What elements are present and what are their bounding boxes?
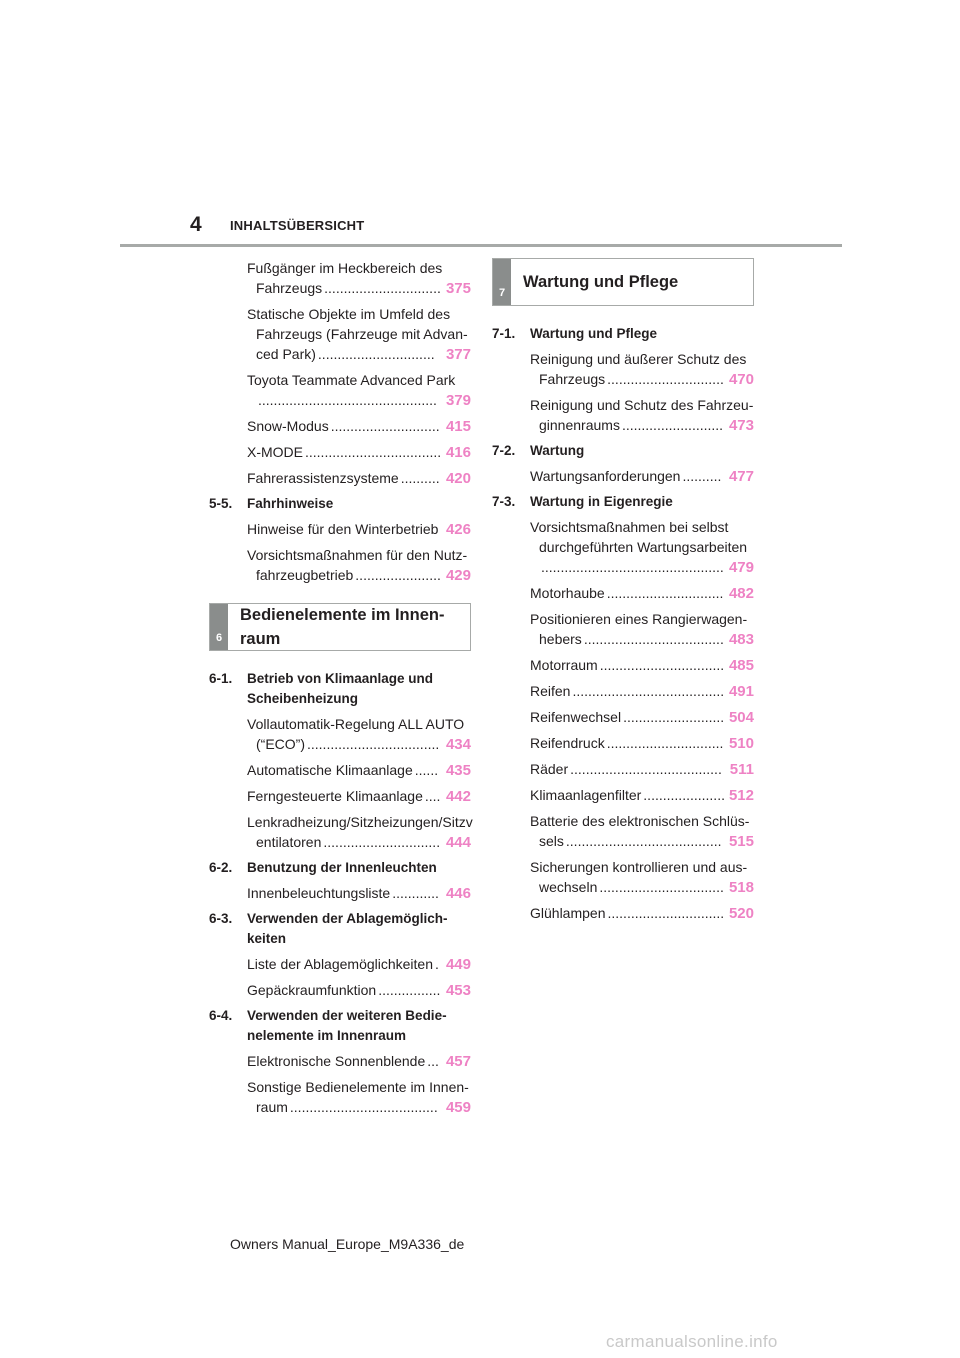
toc-entry-last-line bbox=[247, 344, 471, 365]
toc-page-link[interactable]: 453 bbox=[445, 982, 471, 999]
toc-entry-last-line bbox=[247, 565, 471, 586]
toc-entry-last-line bbox=[247, 832, 471, 853]
toc-entry[interactable] bbox=[247, 370, 471, 416]
toc-entry[interactable] bbox=[530, 517, 754, 583]
toc-page-link[interactable]: 457 bbox=[445, 1053, 471, 1070]
toc-entry[interactable] bbox=[530, 857, 754, 903]
toc-page-link[interactable]: 483 bbox=[728, 631, 754, 648]
toc-entry-text: Klimaanlagenfilter bbox=[530, 787, 642, 803]
toc-entry-text: Reifen bbox=[530, 683, 571, 699]
toc-page-link[interactable]: 482 bbox=[728, 585, 754, 602]
toc-leader-dots: ...................................... bbox=[289, 1099, 438, 1115]
subsection-title-line: keiten bbox=[247, 931, 287, 946]
toc-leader-dots: .............................. bbox=[324, 280, 441, 296]
toc-leader-dots: .............................. bbox=[606, 585, 724, 601]
toc-entry-last-line bbox=[247, 980, 471, 1001]
toc-leader-dots: .............................. bbox=[607, 905, 725, 921]
toc-page-link[interactable]: 479 bbox=[728, 559, 754, 576]
header-divider bbox=[120, 244, 842, 247]
toc-right-column bbox=[492, 258, 754, 929]
toc-entry-text: Lenkradheizung/Sitzheizungen/Sitzv bbox=[247, 814, 473, 830]
toc-page-link[interactable]: 504 bbox=[728, 709, 754, 726]
toc-leader-dots: ...... bbox=[414, 762, 439, 778]
toc-entry[interactable] bbox=[530, 395, 754, 441]
toc-entry-last-line bbox=[247, 734, 471, 755]
toc-entry-text: Reinigung und äußerer Schutz des bbox=[530, 351, 747, 367]
subsection-title-line: nelemente im Innenraum bbox=[247, 1028, 407, 1043]
toc-leader-dots: .... bbox=[424, 788, 441, 804]
toc-entry[interactable] bbox=[530, 707, 754, 733]
toc-entry-text: X-MODE bbox=[247, 444, 303, 460]
toc-entry-text: raum bbox=[256, 1099, 288, 1115]
toc-leader-dots: ........................................ bbox=[565, 833, 722, 849]
toc-leader-dots: ............................................... bbox=[541, 559, 724, 575]
toc-subsection[interactable] bbox=[492, 324, 754, 349]
toc-entry-text: Automatische Klimaanlage bbox=[247, 762, 413, 778]
toc-entry-last-line bbox=[530, 415, 754, 436]
toc-leader-dots: .............................. bbox=[607, 371, 724, 387]
toc-entry-last-line bbox=[247, 416, 471, 437]
toc-entry-text: Wartungsanforderungen bbox=[530, 468, 681, 484]
toc-entry[interactable] bbox=[247, 1051, 471, 1077]
toc-entry[interactable] bbox=[247, 954, 471, 980]
toc-leader-dots: .............................................. bbox=[258, 392, 437, 408]
toc-entry[interactable] bbox=[247, 442, 471, 468]
subsection-title-line: Betrieb von Klimaanlage und bbox=[247, 671, 434, 686]
toc-leader-dots: ............................ bbox=[330, 418, 440, 434]
toc-subsection[interactable] bbox=[209, 494, 471, 519]
toc-page-link[interactable]: 446 bbox=[445, 885, 471, 902]
toc-entry-text: Reinigung und Schutz des Fahrzeu- bbox=[530, 397, 754, 413]
toc-entry-last-line bbox=[247, 442, 471, 463]
toc-page-link[interactable]: 435 bbox=[445, 762, 471, 779]
toc-entry[interactable] bbox=[247, 786, 471, 812]
toc-entry-last-line bbox=[530, 707, 754, 728]
chapter-box[interactable] bbox=[209, 603, 471, 651]
toc-leader-dots: ...................... bbox=[355, 567, 441, 583]
toc-entry-text: Positionieren eines Rangierwagen- bbox=[530, 611, 748, 627]
toc-entry-text: Motorraum bbox=[530, 657, 598, 673]
toc-entry[interactable] bbox=[530, 609, 754, 655]
toc-page-link[interactable]: 377 bbox=[445, 346, 471, 363]
toc-leader-dots: ..................... bbox=[643, 787, 725, 803]
toc-page-link[interactable]: 429 bbox=[445, 567, 471, 584]
toc-entry-last-line bbox=[530, 369, 754, 390]
toc-entry-text: Reifenwechsel bbox=[530, 709, 622, 725]
toc-entry-text: Fahrzeugs bbox=[256, 280, 323, 296]
toc-entry[interactable] bbox=[530, 785, 754, 811]
toc-entry-last-line bbox=[530, 466, 754, 487]
toc-leader-dots: ................................ bbox=[599, 879, 724, 895]
toc-entry[interactable] bbox=[247, 519, 471, 545]
subsection-title-line: Benutzung der Innenleuchten bbox=[247, 860, 437, 875]
toc-page-link[interactable]: 485 bbox=[728, 657, 754, 674]
toc-entry-last-line bbox=[530, 877, 754, 898]
toc-entry-last-line bbox=[530, 785, 754, 806]
toc-entry-last-line bbox=[247, 390, 471, 411]
chapter-tab: 6 bbox=[210, 604, 228, 650]
chapter-title-line: Wartung und Pflege bbox=[523, 273, 679, 291]
toc-page-link[interactable]: 375 bbox=[445, 280, 471, 297]
chapter-title-line: raum bbox=[240, 630, 281, 648]
toc-entry[interactable] bbox=[247, 468, 471, 494]
toc-entry-text: Fahrerassistenzsysteme bbox=[247, 470, 399, 486]
toc-entry-last-line bbox=[530, 733, 754, 754]
toc-subsection[interactable] bbox=[492, 441, 754, 466]
toc-entry-text: wechseln bbox=[539, 879, 598, 895]
toc-entry[interactable] bbox=[247, 416, 471, 442]
subsection-title-line: Scheibenheizung bbox=[247, 691, 359, 706]
toc-entry-last-line bbox=[247, 883, 471, 904]
toc-entry-text: durchgeführten Wartungsarbeiten bbox=[539, 539, 748, 555]
toc-entry-text: Fahrzeugs (Fahrzeuge mit Advan- bbox=[256, 326, 468, 342]
toc-entry[interactable] bbox=[247, 304, 471, 370]
toc-page-link[interactable]: 415 bbox=[445, 418, 471, 435]
toc-entry[interactable] bbox=[247, 883, 471, 909]
chapter-title-text bbox=[240, 603, 444, 651]
toc-leader-dots: ....................................... bbox=[570, 761, 722, 777]
toc-page-link[interactable]: 444 bbox=[445, 834, 471, 851]
toc-entry[interactable] bbox=[247, 1077, 471, 1123]
toc-entry-last-line bbox=[247, 786, 471, 807]
toc-page-link[interactable]: 511 bbox=[729, 761, 754, 778]
toc-entry-text: Vorsichtsmaßnahmen für den Nutz- bbox=[247, 547, 468, 563]
toc-entry-last-line bbox=[530, 557, 754, 578]
chapter-title bbox=[523, 259, 747, 305]
toc-entry-last-line bbox=[247, 278, 471, 299]
toc-entry-text: ced Park) bbox=[256, 346, 316, 362]
toc-entry-text: Fußgänger im Heckbereich des bbox=[247, 260, 443, 276]
toc-page-link[interactable]: 470 bbox=[728, 371, 754, 388]
toc-entry-text: Reifendruck bbox=[530, 735, 605, 751]
toc-entry-text: entilatoren bbox=[256, 834, 322, 850]
toc-subsection[interactable] bbox=[209, 909, 471, 954]
toc-entry-text: Gepäckraumfunktion bbox=[247, 982, 377, 998]
toc-entry-last-line bbox=[530, 583, 754, 604]
toc-entry-text: Liste der Ablagemöglichkeiten bbox=[247, 956, 434, 972]
toc-entry-last-line bbox=[247, 468, 471, 489]
toc-entry-last-line bbox=[247, 519, 471, 540]
toc-entry-text: Batterie des elektronischen Schlüs- bbox=[530, 813, 750, 829]
section-title: INHALTSÜBERSICHT bbox=[230, 218, 365, 233]
toc-entry-text: fahrzeugbetrieb bbox=[256, 567, 354, 583]
toc-entry-last-line bbox=[247, 1051, 471, 1072]
subsection-title bbox=[247, 858, 471, 878]
toc-entry[interactable] bbox=[530, 349, 754, 395]
toc-leader-dots: ....................................... bbox=[572, 683, 725, 699]
toc-subsection[interactable] bbox=[209, 858, 471, 883]
toc-page-link[interactable]: 510 bbox=[728, 735, 754, 752]
toc-entry-last-line bbox=[530, 831, 754, 852]
toc-entry[interactable] bbox=[530, 903, 754, 929]
toc-entry-text: (“ECO”) bbox=[256, 736, 305, 752]
toc-leader-dots: .......... bbox=[682, 468, 722, 484]
toc-entry-text: Räder bbox=[530, 761, 569, 777]
chapter-title bbox=[240, 604, 464, 650]
toc-page-link[interactable]: 473 bbox=[728, 417, 754, 434]
subsection-title-line: Fahrhinweise bbox=[247, 496, 334, 511]
toc-entry-text: Fahrzeugs bbox=[539, 371, 606, 387]
toc-entry-text: sels bbox=[539, 833, 564, 849]
toc-entry[interactable] bbox=[247, 714, 471, 760]
toc-entry[interactable] bbox=[530, 655, 754, 681]
toc-entry-last-line bbox=[247, 760, 471, 781]
toc-entry-text: Snow-Modus bbox=[247, 418, 329, 434]
toc-entry-last-line bbox=[530, 759, 754, 780]
toc-page-link[interactable]: 515 bbox=[728, 833, 754, 850]
toc-entry-text: Statische Objekte im Umfeld des bbox=[247, 306, 451, 322]
toc-entry[interactable] bbox=[530, 583, 754, 609]
toc-page-link[interactable]: 416 bbox=[445, 444, 471, 461]
toc-entry-text: Sicherungen kontrollieren und aus- bbox=[530, 859, 748, 875]
subsection-title bbox=[530, 441, 754, 461]
toc-leader-dots: .............................. bbox=[317, 346, 435, 362]
toc-entry[interactable] bbox=[247, 545, 471, 591]
toc-leader-dots: ................................... bbox=[305, 444, 442, 460]
toc-entry-last-line bbox=[530, 655, 754, 676]
toc-entry-last-line bbox=[247, 1097, 471, 1118]
toc-entry-text: Sonstige Bedienelemente im Innen- bbox=[247, 1079, 469, 1095]
page-number: 4 bbox=[190, 213, 202, 236]
toc-entry-text: Motorhaube bbox=[530, 585, 605, 601]
toc-page-link[interactable]: 434 bbox=[445, 736, 471, 753]
toc-entry[interactable] bbox=[530, 811, 754, 857]
subsection-number: 7-3. bbox=[492, 494, 516, 509]
subsection-title bbox=[247, 494, 471, 514]
toc-entry[interactable] bbox=[530, 466, 754, 492]
toc-leader-dots: .......................... bbox=[623, 709, 725, 725]
toc-entry-text: Vorsichtsmaßnahmen bei selbst bbox=[530, 519, 729, 535]
chapter-title-text bbox=[523, 270, 678, 294]
toc-entry-text: Elektronische Sonnenblende bbox=[247, 1053, 426, 1069]
toc-page-link[interactable]: 520 bbox=[728, 905, 754, 922]
toc-entry-last-line bbox=[247, 954, 471, 975]
toc-entry-text: Innenbeleuchtungsliste bbox=[247, 885, 391, 901]
chapter-box[interactable] bbox=[492, 258, 754, 306]
chapter-title-line: Bedienelemente im Innen- bbox=[240, 606, 445, 624]
subsection-title bbox=[247, 1006, 471, 1046]
toc-page-link[interactable]: 477 bbox=[728, 468, 754, 485]
subsection-title-line: Wartung bbox=[530, 443, 585, 458]
subsection-number: 6-2. bbox=[209, 860, 233, 875]
subsection-number: 7-2. bbox=[492, 443, 516, 458]
toc-page-link[interactable]: 491 bbox=[728, 683, 754, 700]
subsection-number: 6-3. bbox=[209, 911, 233, 926]
toc-entry[interactable] bbox=[247, 760, 471, 786]
toc-leader-dots: . bbox=[435, 956, 439, 972]
subsection-title-line: Wartung in Eigenregie bbox=[530, 494, 673, 509]
toc-page-link[interactable]: 459 bbox=[445, 1099, 471, 1116]
toc-leader-dots: .............................. bbox=[606, 735, 724, 751]
toc-leader-dots: ................ bbox=[378, 982, 441, 998]
toc-leader-dots: ................................ bbox=[599, 657, 725, 673]
toc-entry[interactable] bbox=[530, 681, 754, 707]
footer-text: Owners Manual_Europe_M9A336_de bbox=[230, 1236, 465, 1252]
toc-entry-text: Glühlampen bbox=[530, 905, 606, 921]
subsection-title bbox=[247, 909, 471, 949]
toc-entry-last-line bbox=[530, 903, 754, 924]
toc-leader-dots: .......... bbox=[400, 470, 440, 486]
toc-entry[interactable] bbox=[247, 812, 471, 858]
toc-page-link[interactable]: 518 bbox=[728, 879, 754, 896]
toc-page-link[interactable]: 449 bbox=[445, 956, 471, 973]
toc-leader-dots: .................................. bbox=[307, 736, 440, 752]
toc-leader-dots: .................................... bbox=[583, 631, 724, 647]
toc-entry[interactable] bbox=[530, 759, 754, 785]
toc-page-link[interactable]: 379 bbox=[445, 392, 471, 409]
subsection-number: 6-1. bbox=[209, 671, 233, 686]
toc-page-link[interactable]: 512 bbox=[728, 787, 754, 804]
toc-entry-text: Ferngesteuerte Klimaanlage bbox=[247, 788, 423, 804]
toc-leader-dots: .............................. bbox=[323, 834, 441, 850]
toc-page-link[interactable]: 420 bbox=[445, 470, 471, 487]
toc-subsection[interactable] bbox=[209, 1006, 471, 1051]
toc-page-link[interactable]: 442 bbox=[445, 788, 471, 805]
toc-entry[interactable] bbox=[247, 980, 471, 1006]
subsection-title bbox=[530, 324, 754, 344]
toc-page-link[interactable]: 426 bbox=[445, 521, 471, 538]
subsection-number: 6-4. bbox=[209, 1008, 233, 1023]
toc-entry[interactable] bbox=[247, 258, 471, 304]
toc-leader-dots: ... bbox=[427, 1053, 439, 1069]
toc-leader-dots: .......................... bbox=[621, 417, 724, 433]
toc-entry[interactable] bbox=[530, 733, 754, 759]
toc-entry-text: ginnenraums bbox=[539, 417, 620, 433]
toc-left-column bbox=[209, 258, 471, 1123]
toc-entry-last-line bbox=[530, 629, 754, 650]
subsection-number: 7-1. bbox=[492, 326, 516, 341]
chapter-tab: 7 bbox=[493, 259, 511, 305]
page-header bbox=[0, 0, 960, 250]
toc-entry-text: Toyota Teammate Advanced Park bbox=[247, 372, 456, 388]
subsection-title-line: Verwenden der weiteren Bedie- bbox=[247, 1008, 447, 1023]
subsection-number: 5-5. bbox=[209, 496, 233, 511]
toc-subsection[interactable] bbox=[492, 492, 754, 517]
toc-subsection[interactable] bbox=[209, 669, 471, 714]
subsection-title-line: Verwenden der Ablagemöglich- bbox=[247, 911, 448, 926]
toc-entry-last-line bbox=[530, 681, 754, 702]
toc-leader-dots: ............ bbox=[392, 885, 439, 901]
toc-entry-text: Hinweise für den Winterbetrieb bbox=[247, 521, 439, 537]
toc-entry-text: hebers bbox=[539, 631, 582, 647]
subsection-title bbox=[247, 669, 471, 709]
watermark: carmanualsonline.info bbox=[606, 1332, 778, 1351]
subsection-title-line: Wartung und Pflege bbox=[530, 326, 657, 341]
subsection-title bbox=[530, 492, 754, 512]
toc-entry-text: Vollautomatik-Regelung ALL AUTO bbox=[247, 716, 465, 732]
